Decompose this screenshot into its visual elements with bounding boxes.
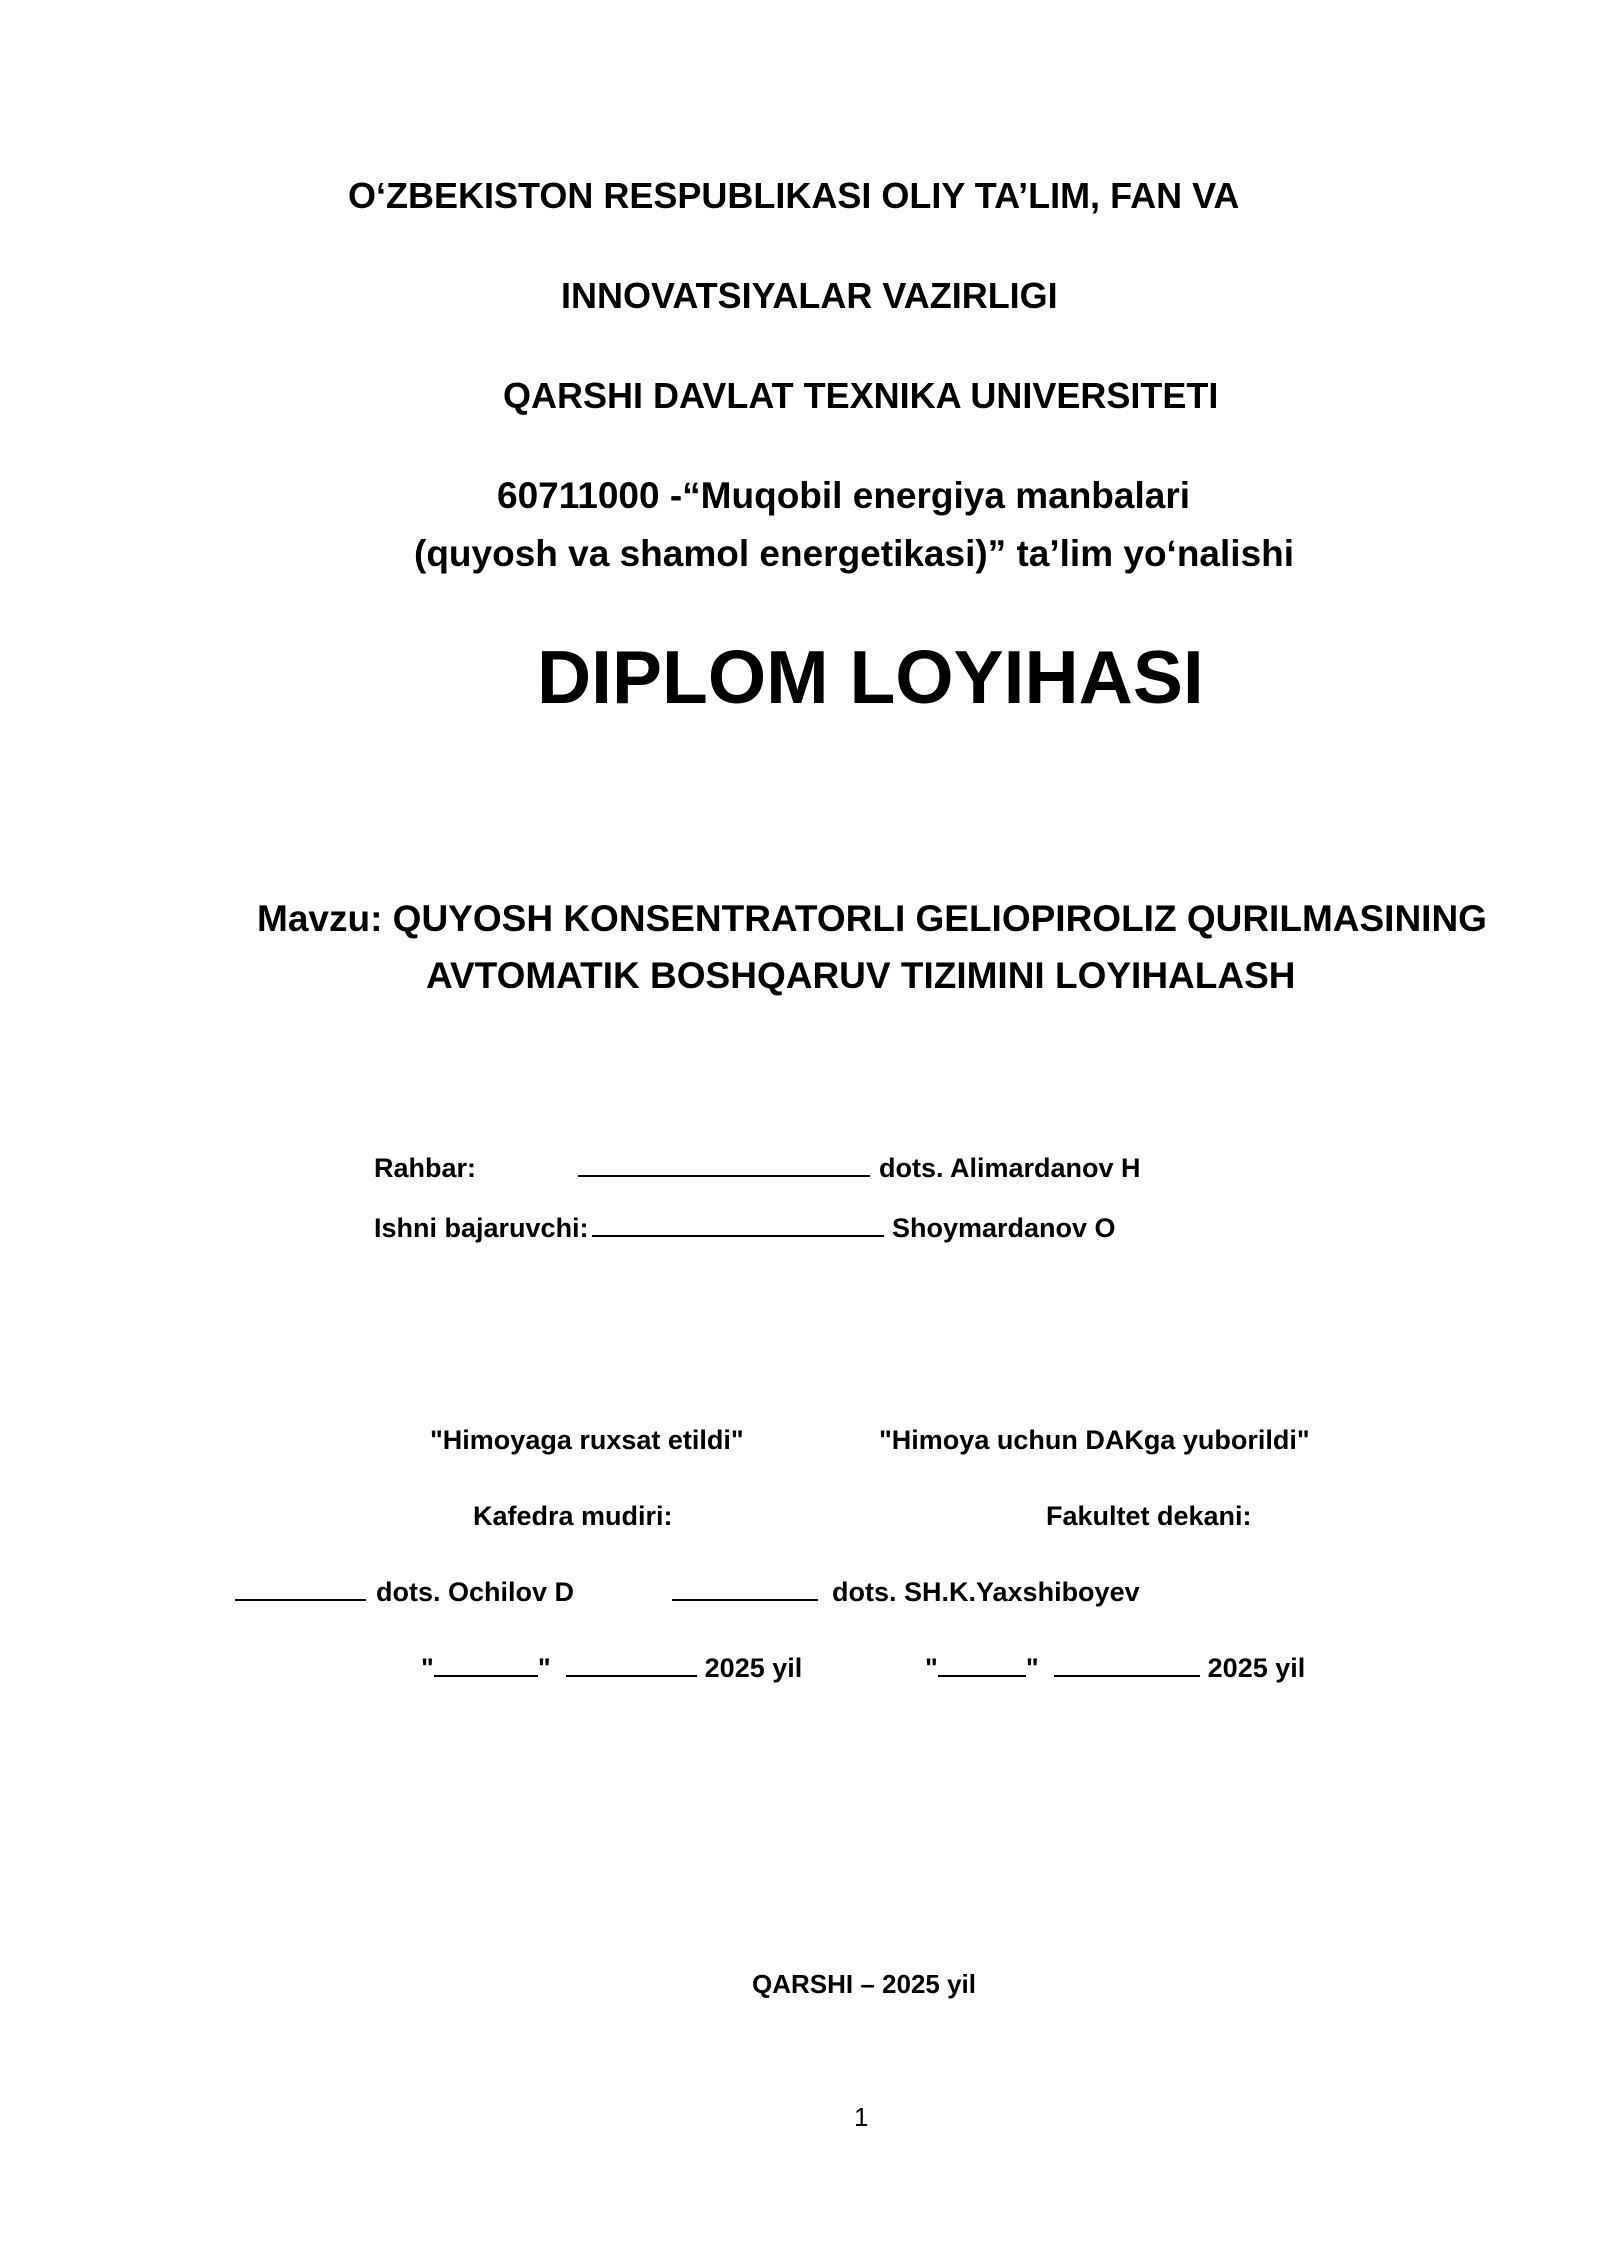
supervisor-label: Rahbar: [374,1153,477,1183]
topic-line-2: AVTOMATIK BOSHQARUV TIZIMINI LOYIHALASH [426,955,1296,996]
approval-right-name: dots. SH.K.Yaxshiboyev [832,1577,1140,1607]
approval-left-role: Kafedra mudiri: [473,1501,673,1531]
approval-left-status: "Himoyaga ruxsat etildi" [430,1425,744,1455]
performer-signature-line [592,1215,884,1242]
performer-label: Ishni bajaruvchi: [374,1213,589,1243]
approval-right-signature-line [672,1579,818,1606]
approval-left-name: dots. Ochilov D [376,1577,575,1607]
approval-right-month-line [1054,1655,1200,1677]
approval-left-year: 2025 yil [704,1653,803,1683]
ministry-line-1: O‘ZBEKISTON RESPUBLIKASI OLIY TA’LIM, FAN VA [348,175,1240,216]
ministry-line-2: INNOVATSIYALAR VAZIRLIGI [561,275,1058,316]
page-number: 1 [854,2102,869,2132]
supervisor-signature-line [578,1155,870,1182]
approval-left-day-line [434,1655,538,1677]
approval-right-date-quote-open: " [925,1653,938,1683]
approval-left-month-line [566,1655,697,1677]
approval-left-date [421,1655,802,1682]
performer-name: Shoymardanov O [892,1213,1116,1243]
approval-right-status: "Himoya uchun DAKga yuborildi" [879,1425,1310,1455]
document-title: DIPLOM LOYIHASI [537,635,1204,719]
supervisor-name: dots. Alimardanov H [879,1153,1141,1183]
approval-right-role: Fakultet dekani: [1046,1501,1252,1531]
program-line-2: (quyosh va shamol energetikasi)” ta’lim yo‘nalishi [414,533,1295,574]
approval-left-date-quote-close: " [537,1653,551,1683]
approval-right-year: 2025 yil [1207,1653,1306,1683]
university-name: QARSHI DAVLAT TEXNIKA UNIVERSITETI [503,375,1219,416]
topic-line-1: Mavzu: QUYOSH KONSENTRATORLI GELIOPIROLIZ QURILMASINING [257,898,1487,939]
approval-right-day-line [938,1655,1026,1677]
city-year: QARSHI – 2025 yil [752,1969,976,1999]
approval-left-date-quote-open: " [421,1653,434,1683]
approval-right-date [925,1655,1305,1682]
approval-right-date-quote-close: " [1025,1653,1039,1683]
program-line-1: 60711000 -“Muqobil energiya manbalari [497,475,1191,516]
approval-left-signature-line [235,1579,366,1606]
